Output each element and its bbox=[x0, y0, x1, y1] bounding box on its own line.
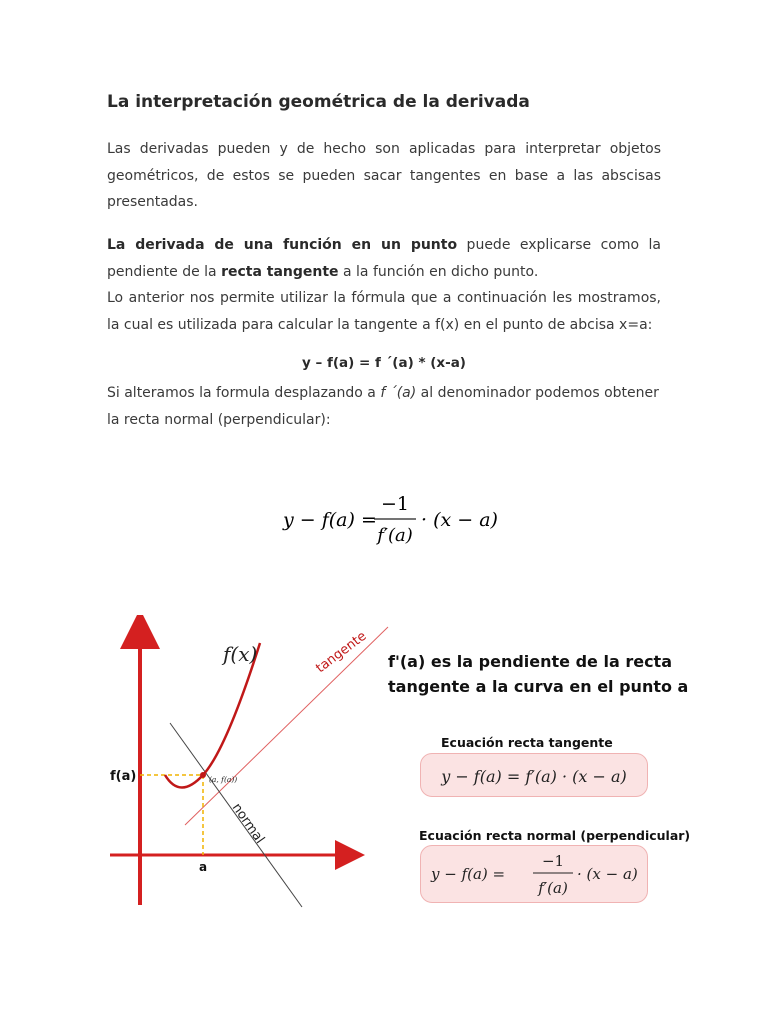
figure-caption-line1: f'(a) es la pendiente de la recta bbox=[388, 652, 672, 671]
tangent-equation-box bbox=[420, 753, 648, 797]
normal-formula-rhs: · (x − a) bbox=[421, 509, 498, 531]
tangent-formula: y – f(a) = f ´(a) * (x-a) bbox=[302, 355, 466, 371]
derivative-italic: f ´(a) bbox=[380, 385, 417, 401]
normal-equation-box bbox=[420, 845, 648, 903]
definition-text-2: a la función en dicho punto. bbox=[338, 263, 539, 280]
tangent-equation-text: y − f(a) = f′(a) · (x − a) bbox=[441, 767, 627, 786]
normal-intro-text-2: al denominador podemos obtener la recta normal (perpendicular): bbox=[107, 385, 659, 428]
normal-formula bbox=[0, 488, 768, 558]
tangent-label: tangente bbox=[313, 628, 370, 677]
bold-tangent-term: recta tangente bbox=[221, 263, 339, 280]
a-axis-label: a bbox=[199, 860, 208, 874]
fa-axis-label: f(a) bbox=[110, 769, 137, 784]
normal-label: normal bbox=[228, 800, 268, 847]
normal-eq-denominator: f′(a) bbox=[538, 879, 568, 897]
normal-intro-paragraph bbox=[107, 380, 661, 433]
normal-formula-numerator: −1 bbox=[380, 493, 410, 515]
normal-formula-denominator: f′(a) bbox=[377, 525, 413, 546]
derivative-figure bbox=[110, 615, 691, 915]
normal-equation-title: Ecuación recta normal (perpendicular) bbox=[419, 828, 691, 843]
bold-derivative-term: La derivada de una función en un punto bbox=[107, 237, 458, 253]
page-title: La interpretación geométrica de la derivada bbox=[107, 92, 530, 112]
point-label: (a, f(a)) bbox=[209, 775, 238, 784]
definition-text-1: puede explicarse como la pendiente de la bbox=[107, 237, 661, 280]
tangent-equation-title: Ecuación recta tangente bbox=[441, 735, 613, 750]
intro-paragraph: Las derivadas pueden y de hecho son aplicadas para interpretar objetos geométricos, de estos se pueden sacar tangentes en base a las abscisas presentadas. bbox=[107, 141, 661, 210]
figure-caption-line2: tangente a la curva en el punto a bbox=[388, 677, 689, 696]
formula-intro-text: Lo anterior nos permite utilizar la fórmula que a continuación les mostramos, la cual es utilizada para calcular la tangente a f(x) en el punto de abcisa x=a: bbox=[107, 290, 661, 333]
definition-paragraph bbox=[107, 232, 661, 338]
curve-label: f(x) bbox=[223, 642, 258, 666]
normal-intro-text-1: Si alteramos la formula desplazando a bbox=[107, 385, 381, 401]
normal-equation bbox=[421, 846, 647, 902]
tangent-point bbox=[200, 772, 206, 778]
normal-eq-numerator: −1 bbox=[541, 852, 565, 870]
normal-eq-lhs: y − f(a) = bbox=[431, 865, 506, 883]
normal-eq-rhs: · (x − a) bbox=[577, 865, 638, 883]
normal-formula-lhs: y − f(a) = bbox=[283, 509, 377, 531]
tangent-equation bbox=[421, 754, 647, 796]
tangent-line bbox=[185, 627, 388, 825]
